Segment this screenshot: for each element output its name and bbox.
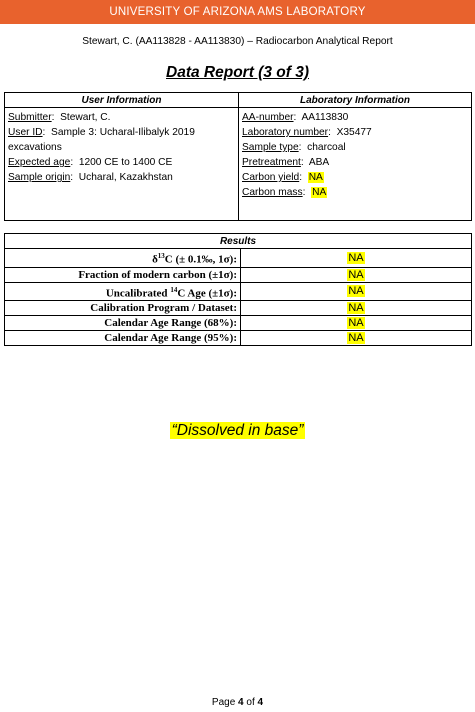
lab-info-cell [239,108,472,221]
lab-info-heading: Laboratory Information [239,93,472,108]
result-value: NA [241,249,472,268]
result-value: NA [241,316,472,331]
table-row [5,301,472,316]
result-value: NA [241,267,472,282]
sample-type-value: charcoal [307,142,346,153]
table-row [5,249,472,268]
aa-number-label: AA-number [242,112,294,123]
lab-number-label: Laboratory number [242,127,329,138]
result-label: Uncalibrated $^{14}$C Age (±1σ): [5,282,241,301]
pretreatment-value: ABA [308,157,330,168]
result-label: Calibration Program / Dataset: [5,301,241,316]
sample-origin-line: Sample origin: Ucharal, Kazakhstan [8,172,173,183]
carbon-mass-value: NA [312,187,327,198]
expected-age-label: Expected age [8,157,71,168]
aa-number-line: AA-number: AA113830 [242,112,349,123]
result-label: Calendar Age Range (68%): [5,316,241,331]
pretreatment-line: Pretreatment: ABA [242,157,330,168]
user-info-cell [5,108,239,221]
result-value: NA [241,282,472,301]
sample-origin-label: Sample origin [8,172,71,183]
pretreatment-label: Pretreatment [242,157,301,168]
submitter-value: Stewart, C. [60,112,111,123]
carbon-mass-label: Carbon mass [242,187,303,198]
user-id-line: User ID: Sample 3: Ucharal-Ilibalyk 2019 [8,127,195,138]
result-label: Fraction of modern carbon (±1σ): [5,267,241,282]
result-label: Calendar Age Range (95%): [5,331,241,346]
sample-origin-value: Ucharal, Kazakhstan [78,172,173,183]
sample-type-line: Sample type: charcoal [242,142,346,153]
page-total: 4 [257,697,264,708]
sample-type-label: Sample type [242,142,299,153]
dissolved-note [0,422,475,440]
user-id-value: Sample 3: Ucharal-Ilibalyk 2019 [51,127,195,138]
expected-age-value: 1200 CE to 1400 CE [78,157,173,168]
page-word: Page [211,697,236,708]
results-heading: Results [5,234,472,249]
table-row [5,331,472,346]
table-row [5,282,472,301]
expected-age-line: Expected age: 1200 CE to 1400 CE [8,157,173,168]
carbon-mass-line: Carbon mass: NA [242,187,327,198]
results-table [4,233,472,346]
carbon-yield-value: NA [308,172,323,183]
info-table [4,92,472,221]
carbon-yield-line: Carbon yield: NA [242,172,323,183]
table-row [5,316,472,331]
submitter-line: Submitter: Stewart, C. [8,112,111,123]
lab-number-line: Laboratory number: X35477 [242,127,372,138]
user-info-heading: User Information [5,93,239,108]
result-value: NA [241,301,472,316]
carbon-yield-label: Carbon yield [242,172,300,183]
submitter-label: Submitter [8,112,52,123]
of-word: of [246,697,255,708]
dissolved-note-text: “Dissolved in base” [171,422,304,439]
lab-banner [0,0,475,24]
result-label: $\delta^{13}C$ (± 0.1‰, 1σ): [5,249,241,268]
page-footer [0,697,475,708]
banner-text: UNIVERSITY OF ARIZONA AMS LABORATORY [109,6,366,18]
result-value: NA [241,331,472,346]
user-id-line-cont: excavations [8,142,62,153]
lab-number-value: X35477 [336,127,372,138]
report-subtitle: Stewart, C. (AA113828 - AA113830) – Radiocarbon Analytical Report [82,36,393,47]
aa-number-value: AA113830 [301,112,349,123]
page-title: Data Report (3 of 3) [166,64,309,81]
user-id-label: User ID [8,127,43,138]
table-row [5,267,472,282]
page-current: 4 [238,697,244,708]
